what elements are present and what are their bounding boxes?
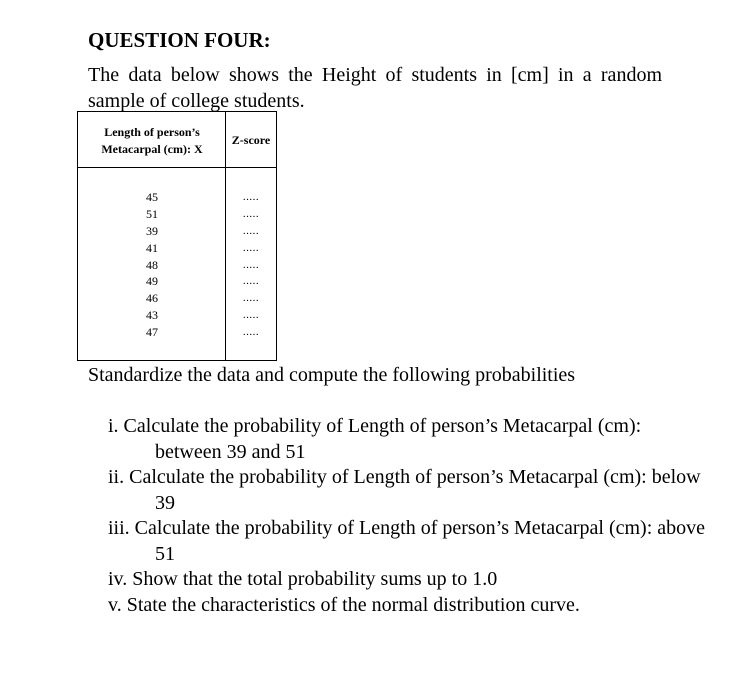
z-score-blank: ..... <box>242 275 260 288</box>
header-rule <box>78 167 276 168</box>
column-header-x: Length of person’s Metacarpal (cm): X <box>101 125 203 156</box>
x-value-cell: 51 <box>146 206 158 221</box>
x-value-cell: 43 <box>146 308 158 323</box>
question-heading: QUESTION FOUR: <box>88 28 271 52</box>
x-value-cell: 41 <box>146 240 158 255</box>
x-value-cell: 49 <box>146 274 158 289</box>
z-score-blank: ..... <box>242 292 260 305</box>
z-values-column <box>226 189 276 341</box>
question-item: iii. Calculate the probability of Length of person’s Metacarpal (cm): above 51 <box>108 517 706 565</box>
intro-paragraph: The data below shows the Height of students in [cm] in a random sample of college students. <box>88 64 662 112</box>
x-value-cell: 45 <box>146 190 158 204</box>
x-value-cell: 46 <box>146 291 158 306</box>
x-value-cell: 47 <box>146 325 158 340</box>
z-score-blank: ..... <box>242 207 260 220</box>
question-list <box>108 414 708 618</box>
column-header-z-score: Z-score <box>231 133 271 147</box>
question-item: iv. Show that the total probability sums up to 1.0 <box>108 568 498 590</box>
z-score-blank: ..... <box>242 241 260 254</box>
x-values-column <box>78 189 226 341</box>
instruction-text: Standardize the data and compute the following probabilities <box>88 364 576 386</box>
z-score-blank: ..... <box>242 224 260 237</box>
x-value-cell: 48 <box>146 257 158 272</box>
question-item: ii. Calculate the probability of Length of person’s Metacarpal (cm): below 39 <box>108 466 701 514</box>
data-table <box>77 111 277 361</box>
question-item: v. State the characteristics of the normal distribution curve. <box>108 593 580 616</box>
x-value-cell: 39 <box>146 223 158 238</box>
z-score-blank: ..... <box>242 309 260 322</box>
question-item: i. Calculate the probability of Length of person’s Metacarpal (cm): between 39 and 51 <box>108 415 642 463</box>
z-score-blank: ..... <box>242 258 260 271</box>
z-score-blank: ..... <box>242 326 260 339</box>
z-score-blank: ..... <box>242 191 260 203</box>
